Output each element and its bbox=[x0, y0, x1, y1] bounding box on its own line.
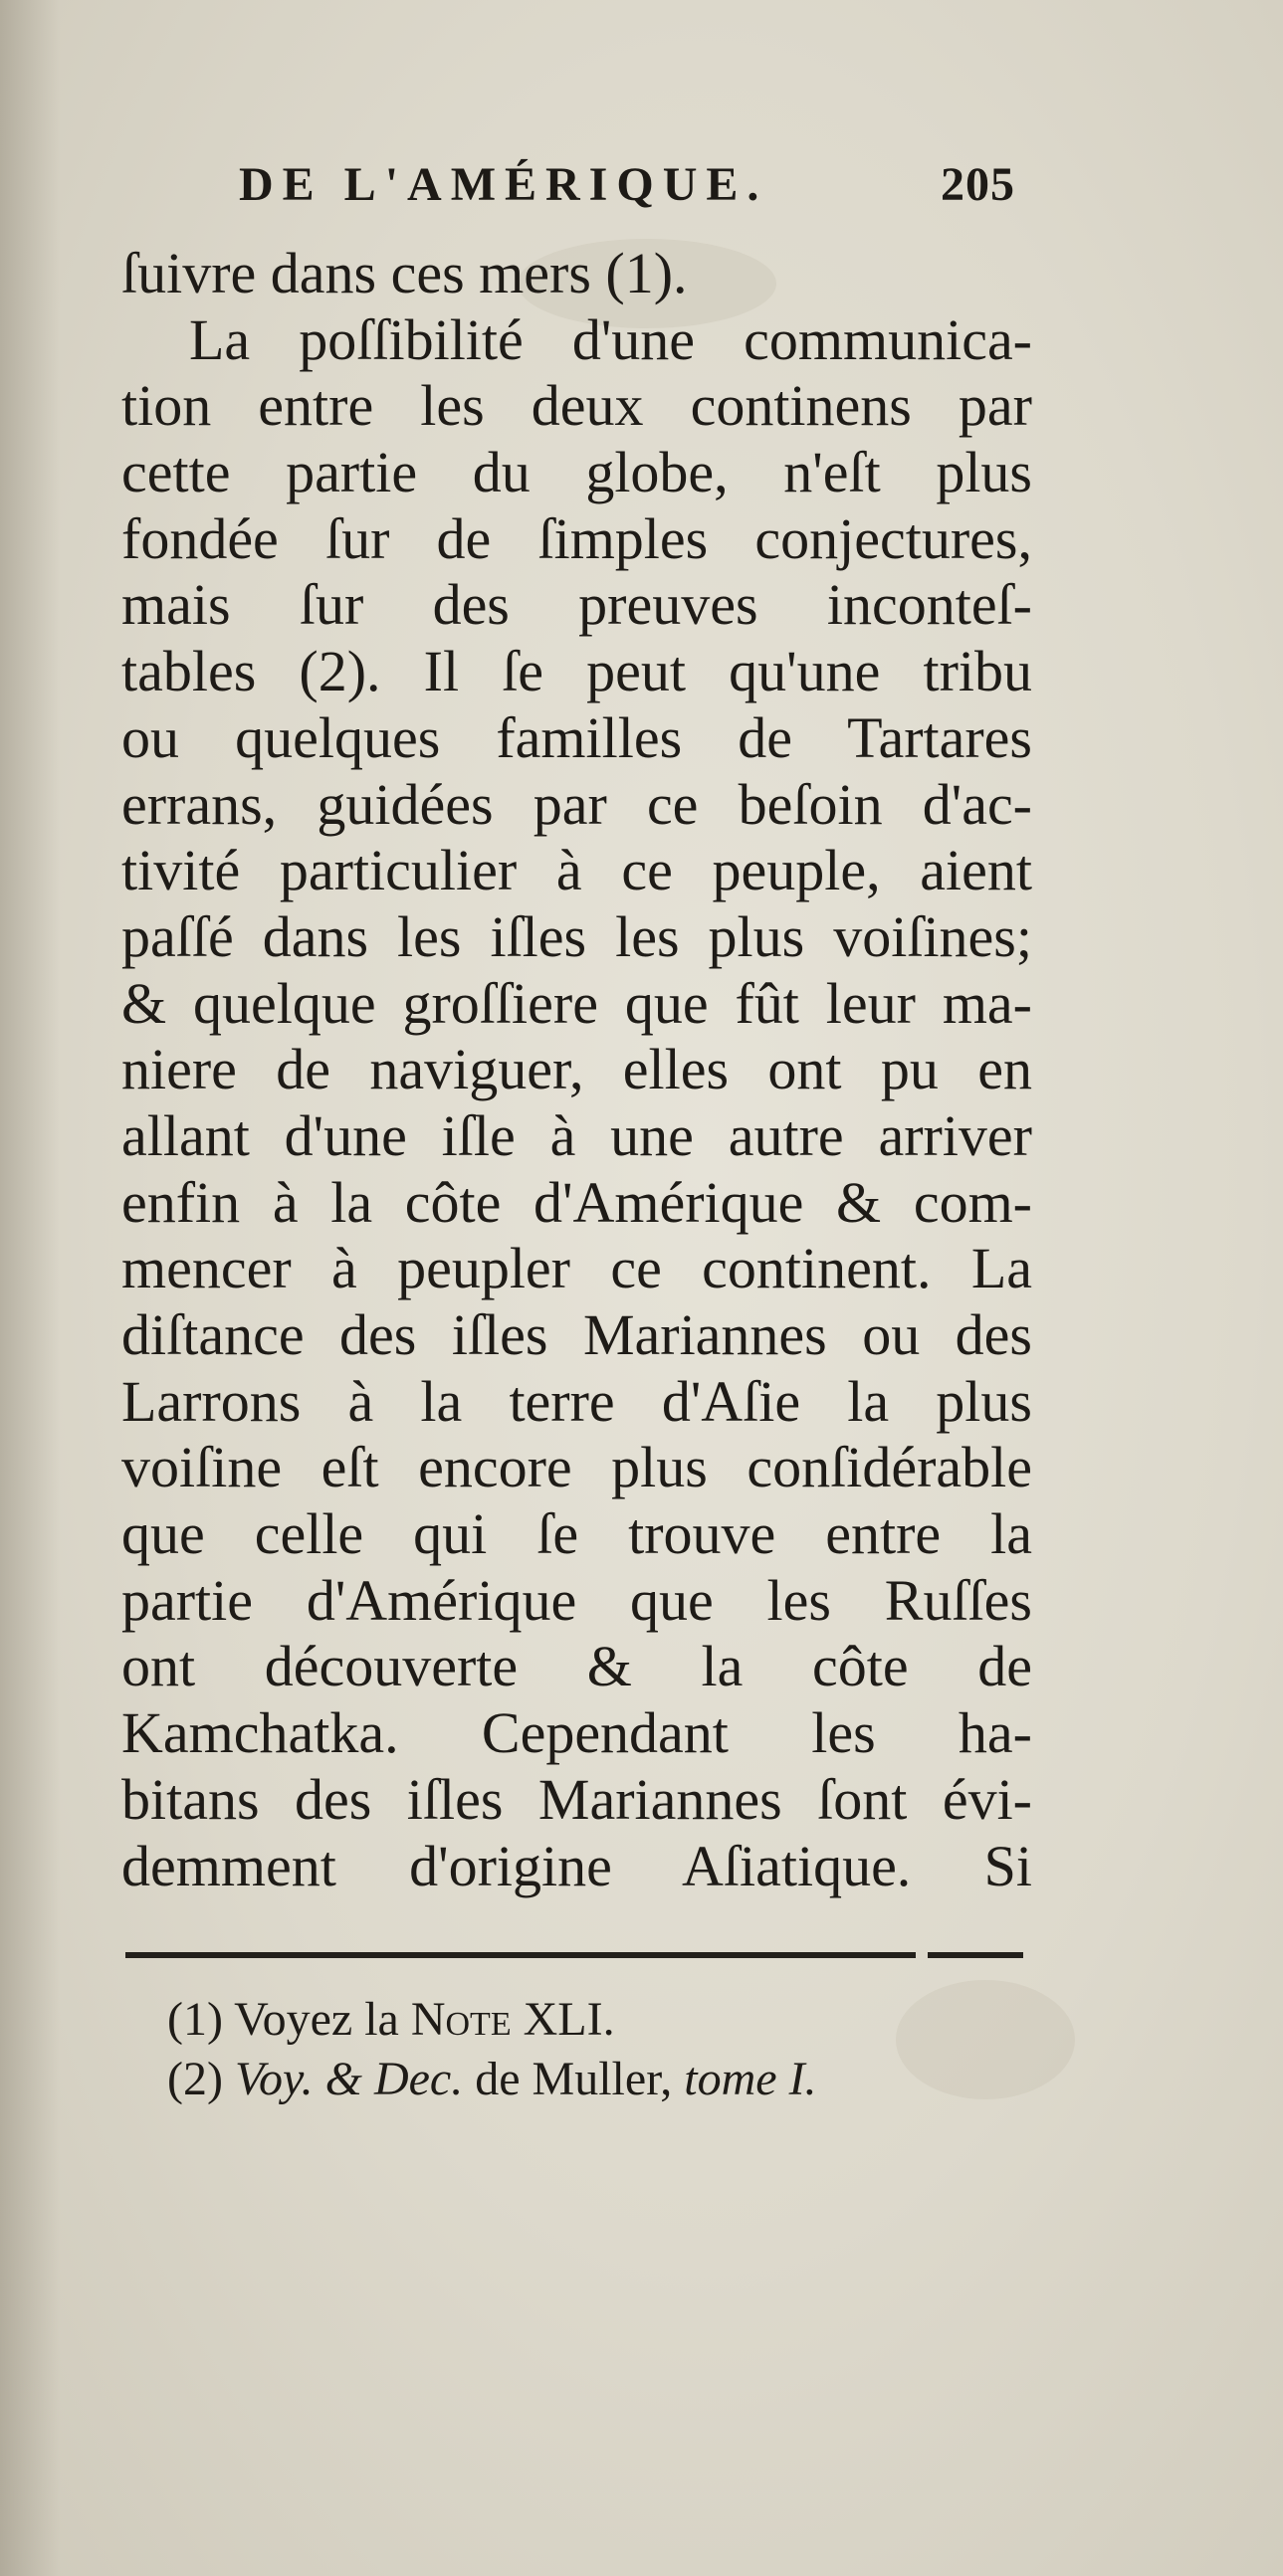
footnote-text: de Muller, bbox=[475, 2053, 673, 2105]
footnote-marker: (1) bbox=[167, 1993, 223, 2046]
footnote-rule bbox=[125, 1952, 1023, 1958]
text-line: errans, guidées par ce beſoin d'ac- bbox=[121, 771, 1032, 837]
footnote-2 bbox=[167, 2050, 1023, 2109]
text-line: tion entre les deux continens par bbox=[121, 373, 1032, 439]
footnote-1 bbox=[167, 1990, 1023, 2050]
page-header bbox=[239, 149, 1015, 229]
running-title: DE L'AMÉRIQUE. bbox=[239, 158, 768, 211]
text-line: Larrons à la terre d'Aſie la plus bbox=[121, 1368, 1032, 1434]
text-line: que celle qui ſe trouve entre la bbox=[121, 1501, 1032, 1567]
text-line: niere de naviguer, elles ont pu en bbox=[121, 1037, 1032, 1102]
text-line: mais ſur des preuves inconteſ- bbox=[121, 572, 1032, 638]
footnote-title: Voy. & Dec. bbox=[234, 2053, 464, 2105]
page-number: 205 bbox=[941, 158, 1015, 211]
footnote-note-ref: Note XLI. bbox=[410, 1993, 615, 2046]
text-line: bitans des iſles Mariannes ſont évi- bbox=[121, 1766, 1032, 1832]
text-line: cette partie du globe, n'eſt plus bbox=[121, 440, 1032, 505]
text-line: tivité particulier à ce peuple, aient bbox=[121, 838, 1032, 903]
text-line: Kamchatka. Cependant les ha- bbox=[121, 1700, 1032, 1766]
text-line: ou quelques familles de Tartares bbox=[121, 704, 1032, 770]
text-line: paſſé dans les iſles les plus voiſines; bbox=[121, 903, 1032, 969]
text-line: partie d'Amérique que les Ruſſes bbox=[121, 1567, 1032, 1633]
footnotes bbox=[167, 1990, 1023, 2109]
text-line: allant d'une iſle à une autre arriver bbox=[121, 1102, 1032, 1168]
text-line: demment d'origine Aſiatique. Si bbox=[121, 1833, 1032, 1898]
footnote-rule-break bbox=[916, 1950, 928, 1960]
text-line: ont découverte & la côte de bbox=[121, 1634, 1032, 1699]
text-line: tables (2). Il ſe peut qu'une tribu bbox=[121, 639, 1032, 704]
text-line: fondée ſur de ſimples conjectures, bbox=[121, 505, 1032, 571]
text-line: mencer à peupler ce continent. La bbox=[121, 1236, 1032, 1301]
footnote-marker: (2) bbox=[167, 2053, 223, 2105]
text-line: voiſine eſt encore plus conſidérable bbox=[121, 1435, 1032, 1500]
text-line: ſuivre dans ces mers (1). bbox=[121, 241, 688, 305]
body-text bbox=[121, 241, 1032, 1899]
text-line: diſtance des iſles Mariannes ou des bbox=[121, 1302, 1032, 1367]
gutter-shadow bbox=[0, 0, 60, 2576]
text-line: La poſſibilité d'une communica- bbox=[189, 306, 1032, 372]
text-line: enfin à la côte d'Amérique & com- bbox=[121, 1169, 1032, 1235]
footnote-text: Voyez la bbox=[234, 1993, 399, 2046]
text-line: & quelque groſſiere que fût leur ma- bbox=[121, 970, 1032, 1036]
footnote-volume: tome I. bbox=[684, 2053, 817, 2105]
